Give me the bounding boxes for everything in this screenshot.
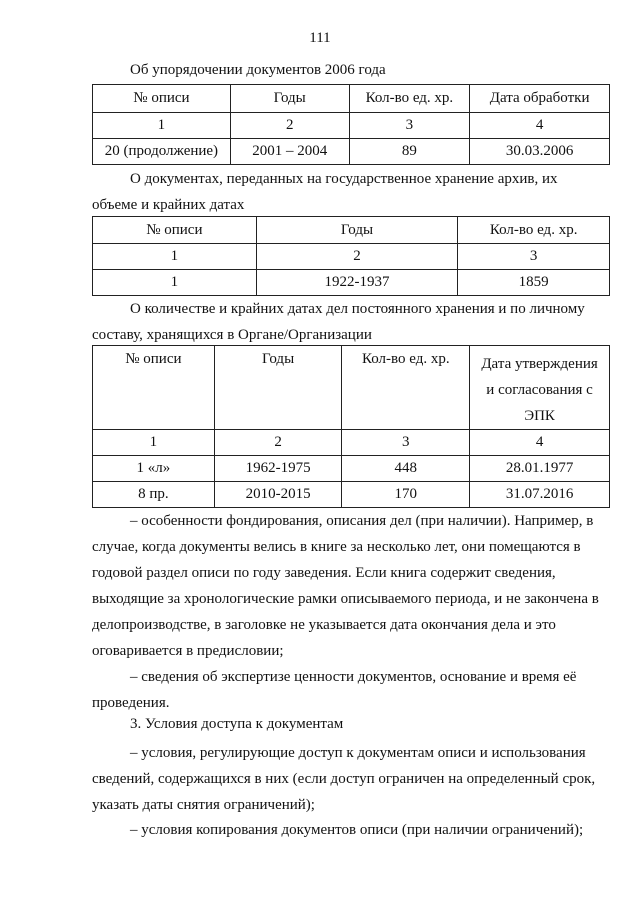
- table-header-cell: Дата обработки: [470, 85, 610, 113]
- header-line: и согласования с: [486, 382, 593, 398]
- table-header-cell: № описи: [93, 85, 231, 113]
- text-line: выходящие за хронологические рамки описываемого периода, и не закончена в: [92, 591, 599, 607]
- table-cell: 1: [93, 430, 215, 456]
- table-cell: 3: [342, 430, 470, 456]
- table-header-cell: [470, 346, 610, 430]
- text-line: проведения.: [92, 695, 170, 711]
- section3-table: [92, 345, 610, 508]
- paragraph-access: [92, 740, 610, 818]
- caption-line: составу, хранящихся в Органе/Организации: [92, 327, 372, 343]
- table-cell: 2001 – 2004: [230, 139, 349, 165]
- table-cell: 1: [93, 244, 257, 270]
- table-cell: 20 (продолжение): [93, 139, 231, 165]
- table-cell: 3: [349, 113, 470, 139]
- text-line: – условия, регулирующие доступ к документам описи и использования: [130, 745, 586, 761]
- paragraph-expertise: [92, 664, 610, 716]
- paragraph-fonding: [92, 508, 610, 664]
- section2-table: [92, 216, 610, 296]
- table-header-cell: Кол-во ед. хр.: [458, 217, 610, 244]
- paragraph-copying: – условия копирования документов описи (при наличии ограничений);: [130, 822, 584, 838]
- table-header-cell: Кол-во ед. хр.: [342, 346, 470, 430]
- table-cell: 89: [349, 139, 470, 165]
- table-cell: 448: [342, 456, 470, 482]
- text-line: сведений, содержащихся в них (если доступ ограничен на определенный срок,: [92, 771, 596, 787]
- table-cell: 1 «л»: [93, 456, 215, 482]
- text-line: делопроизводстве, в заголовке не указывается дата окончания дела и это: [92, 617, 556, 633]
- table-cell: 1859: [458, 270, 610, 296]
- table-header-cell: Годы: [256, 217, 458, 244]
- table-cell: 8 пр.: [93, 482, 215, 508]
- table-cell: 3: [458, 244, 610, 270]
- table-cell: 170: [342, 482, 470, 508]
- section1-table: [92, 84, 610, 165]
- table-cell: 2: [256, 244, 458, 270]
- table-cell: 31.07.2016: [470, 482, 610, 508]
- header-line: Дата утверждения: [481, 356, 598, 372]
- text-line: случае, когда документы велись в книге за несколько лет, они помещаются в: [92, 539, 581, 555]
- page-number: 111: [309, 30, 331, 46]
- section-heading: 3. Условия доступа к документам: [130, 716, 344, 732]
- text-line: годовой раздел описи по году заведения. Если книга содержит сведения,: [92, 565, 556, 581]
- table-header-cell: № описи: [93, 346, 215, 430]
- table-cell: 1: [93, 270, 257, 296]
- table-header-cell: № описи: [93, 217, 257, 244]
- table-cell: 2: [230, 113, 349, 139]
- table-header-cell: Годы: [214, 346, 342, 430]
- text-line: оговаривается в предисловии;: [92, 643, 284, 659]
- caption-line: объеме и крайних датах: [92, 197, 245, 213]
- table-cell: 2010-2015: [214, 482, 342, 508]
- caption-line: О количестве и крайних датах дел постоянного хранения и по личному: [130, 301, 585, 317]
- section2-caption: [92, 166, 610, 218]
- section1-caption: Об упорядочении документов 2006 года: [130, 62, 386, 78]
- header-line: ЭПК: [524, 408, 555, 424]
- caption-line: О документах, переданных на государственное хранение архив, их: [130, 171, 558, 187]
- text-line: указать даты снятия ограничений);: [92, 797, 315, 813]
- table-cell: 30.03.2006: [470, 139, 610, 165]
- section3-caption: [92, 296, 610, 348]
- table-cell: 28.01.1977: [470, 456, 610, 482]
- text-line: – особенности фондирования, описания дел (при наличии). Например, в: [130, 513, 594, 529]
- table-header-cell: Годы: [230, 85, 349, 113]
- text-line: – сведения об экспертизе ценности документов, основание и время её: [130, 669, 577, 685]
- table-cell: 1922-1937: [256, 270, 458, 296]
- table-header-cell: Кол-во ед. хр.: [349, 85, 470, 113]
- table-cell: 1: [93, 113, 231, 139]
- table-cell: 1962-1975: [214, 456, 342, 482]
- table-cell: 4: [470, 430, 610, 456]
- table-cell: 4: [470, 113, 610, 139]
- table-cell: 2: [214, 430, 342, 456]
